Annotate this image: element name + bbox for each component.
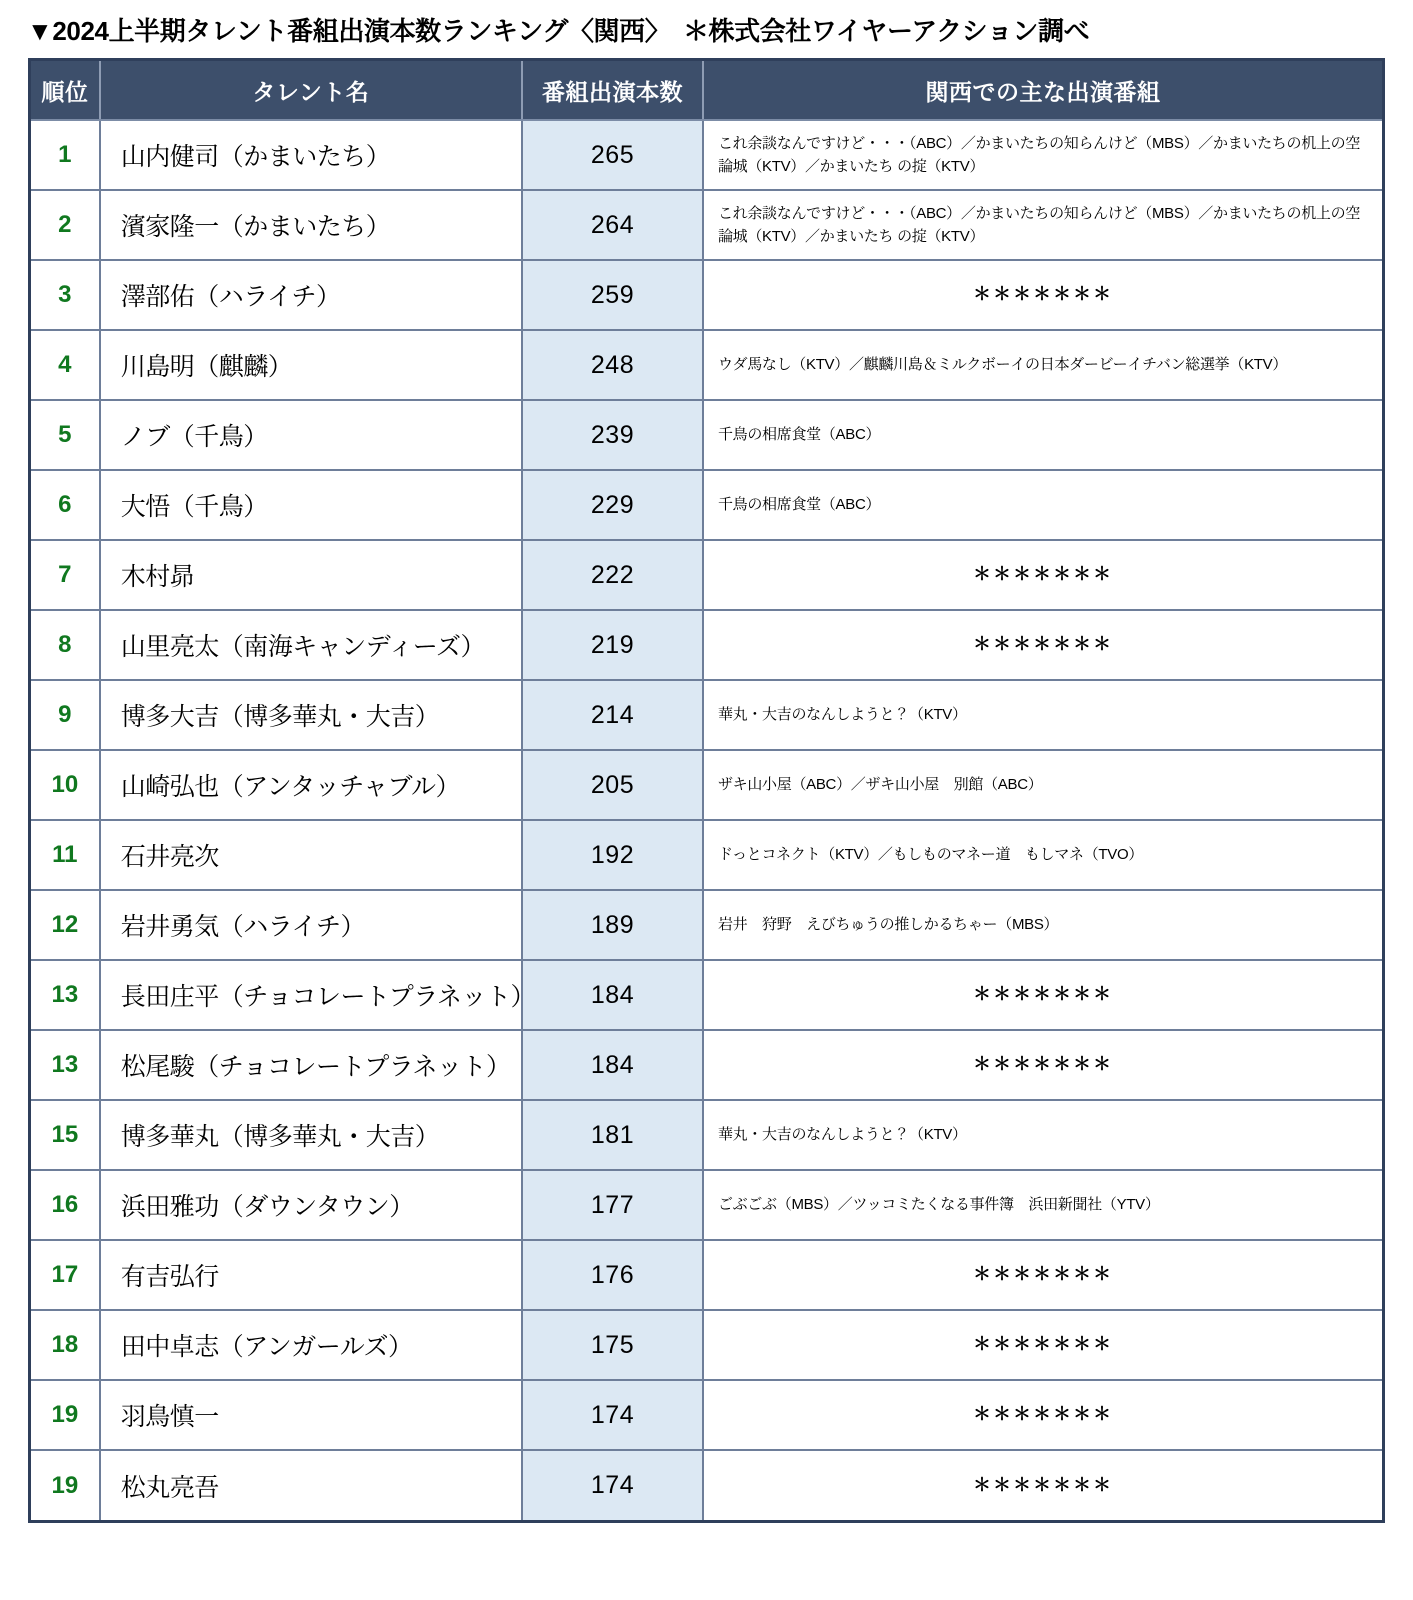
rank-cell: 19: [31, 1380, 100, 1450]
rank-cell: 2: [31, 190, 100, 260]
rank-cell: 4: [31, 330, 100, 400]
ranking-table-frame: [28, 58, 1385, 1523]
programs-cell: 岩井 狩野 えびちゅうの推しかるちゃー（MBS）: [703, 890, 1382, 960]
rank-cell: 13: [31, 960, 100, 1030]
appearance-count-cell: 222: [522, 540, 703, 610]
appearance-count-cell: 192: [522, 820, 703, 890]
talent-name-cell: 博多大吉（博多華丸・大吉）: [100, 680, 522, 750]
talent-name-cell: 岩井勇気（ハライチ）: [100, 890, 522, 960]
rank-cell: 13: [31, 1030, 100, 1100]
programs-cell-masked: ＊＊＊＊＊＊＊: [703, 1240, 1382, 1310]
appearance-count-cell: 264: [522, 190, 703, 260]
programs-cell: これ余談なんですけど・・・（ABC）／かまいたちの知らんけど（MBS）／かまいたちの机上の空論城（KTV）／かまいたち の掟（KTV）: [703, 190, 1382, 260]
rank-cell: 1: [31, 120, 100, 190]
talent-name-cell: 大悟（千鳥）: [100, 470, 522, 540]
table-row: [31, 890, 1382, 960]
programs-cell-masked: ＊＊＊＊＊＊＊: [703, 960, 1382, 1030]
rank-cell: 19: [31, 1450, 100, 1520]
talent-name-cell: 羽鳥慎一: [100, 1380, 522, 1450]
rank-cell: 16: [31, 1170, 100, 1240]
table-row: [31, 400, 1382, 470]
programs-cell: ウダ馬なし（KTV）／麒麟川島＆ミルクボーイの日本ダービーイチバン総選挙（KTV）: [703, 330, 1382, 400]
rank-cell: 5: [31, 400, 100, 470]
column-header-name: タレント名: [100, 61, 522, 120]
table-row: [31, 330, 1382, 400]
talent-name-cell: 山内健司（かまいたち）: [100, 120, 522, 190]
table-row: [31, 1100, 1382, 1170]
appearance-count-cell: 239: [522, 400, 703, 470]
talent-name-cell: 石井亮次: [100, 820, 522, 890]
table-row: [31, 540, 1382, 610]
programs-cell: ドっとコネクト（KTV）／もしものマネー道 もしマネ（TVO）: [703, 820, 1382, 890]
table-row: [31, 1170, 1382, 1240]
programs-cell-masked: ＊＊＊＊＊＊＊: [703, 540, 1382, 610]
talent-name-cell: 濱家隆一（かまいたち）: [100, 190, 522, 260]
programs-cell: 千鳥の相席食堂（ABC）: [703, 470, 1382, 540]
talent-name-cell: 博多華丸（博多華丸・大吉）: [100, 1100, 522, 1170]
ranking-table: [31, 61, 1382, 1520]
talent-name-cell: 山里亮太（南海キャンディーズ）: [100, 610, 522, 680]
appearance-count-cell: 184: [522, 1030, 703, 1100]
appearance-count-cell: 174: [522, 1380, 703, 1450]
table-row: [31, 1450, 1382, 1520]
talent-name-cell: 浜田雅功（ダウンタウン）: [100, 1170, 522, 1240]
programs-cell-masked: ＊＊＊＊＊＊＊: [703, 1310, 1382, 1380]
rank-cell: 3: [31, 260, 100, 330]
table-row: [31, 1310, 1382, 1380]
appearance-count-cell: 259: [522, 260, 703, 330]
appearance-count-cell: 205: [522, 750, 703, 820]
programs-cell: ごぶごぶ（MBS）／ツッコミたくなる事件簿 浜田新聞社（YTV）: [703, 1170, 1382, 1240]
rank-cell: 9: [31, 680, 100, 750]
talent-name-cell: ノブ（千鳥）: [100, 400, 522, 470]
programs-cell: 千鳥の相席食堂（ABC）: [703, 400, 1382, 470]
table-row: [31, 820, 1382, 890]
appearance-count-cell: 177: [522, 1170, 703, 1240]
rank-cell: 10: [31, 750, 100, 820]
column-header-count: 番組出演本数: [522, 61, 703, 120]
appearance-count-cell: 175: [522, 1310, 703, 1380]
talent-name-cell: 田中卓志（アンガールズ）: [100, 1310, 522, 1380]
appearance-count-cell: 189: [522, 890, 703, 960]
table-row: [31, 470, 1382, 540]
programs-cell: これ余談なんですけど・・・（ABC）／かまいたちの知らんけど（MBS）／かまいたちの机上の空論城（KTV）／かまいたち の掟（KTV）: [703, 120, 1382, 190]
programs-cell-masked: ＊＊＊＊＊＊＊: [703, 1380, 1382, 1450]
programs-cell-masked: ＊＊＊＊＊＊＊: [703, 1450, 1382, 1520]
appearance-count-cell: 229: [522, 470, 703, 540]
table-row: [31, 1030, 1382, 1100]
talent-name-cell: 松尾駿（チョコレートプラネット）: [100, 1030, 522, 1100]
talent-name-cell: 長田庄平（チョコレートプラネット）: [100, 960, 522, 1030]
appearance-count-cell: 214: [522, 680, 703, 750]
talent-name-cell: 有吉弘行: [100, 1240, 522, 1310]
column-header-programs: 関西での主な出演番組: [703, 61, 1382, 120]
rank-cell: 18: [31, 1310, 100, 1380]
talent-name-cell: 木村昴: [100, 540, 522, 610]
rank-cell: 8: [31, 610, 100, 680]
table-header: [31, 61, 1382, 120]
talent-name-cell: 澤部佑（ハライチ）: [100, 260, 522, 330]
rank-cell: 7: [31, 540, 100, 610]
page-title: ▼2024上半期タレント番組出演本数ランキング〈関西〉 ＊株式会社ワイヤーアクション調べ: [27, 15, 1090, 46]
appearance-count-cell: 265: [522, 120, 703, 190]
programs-cell-masked: ＊＊＊＊＊＊＊: [703, 610, 1382, 680]
programs-cell-masked: ＊＊＊＊＊＊＊: [703, 260, 1382, 330]
appearance-count-cell: 248: [522, 330, 703, 400]
table-row: [31, 260, 1382, 330]
table-row: [31, 120, 1382, 190]
table-row: [31, 750, 1382, 820]
rank-cell: 12: [31, 890, 100, 960]
table-row: [31, 680, 1382, 750]
talent-name-cell: 川島明（麒麟）: [100, 330, 522, 400]
page-title-bar: [0, 0, 1413, 58]
rank-cell: 17: [31, 1240, 100, 1310]
appearance-count-cell: 219: [522, 610, 703, 680]
talent-name-cell: 山崎弘也（アンタッチャブル）: [100, 750, 522, 820]
programs-cell: 華丸・大吉のなんしようと？（KTV）: [703, 1100, 1382, 1170]
table-row: [31, 1380, 1382, 1450]
column-header-rank: 順位: [31, 61, 100, 120]
table-row: [31, 960, 1382, 1030]
talent-name-cell: 松丸亮吾: [100, 1450, 522, 1520]
table-header-row: [31, 61, 1382, 120]
programs-cell-masked: ＊＊＊＊＊＊＊: [703, 1030, 1382, 1100]
programs-cell: ザキ山小屋（ABC）／ザキ山小屋 別館（ABC）: [703, 750, 1382, 820]
appearance-count-cell: 174: [522, 1450, 703, 1520]
table-row: [31, 190, 1382, 260]
table-body: [31, 120, 1382, 1520]
rank-cell: 6: [31, 470, 100, 540]
appearance-count-cell: 176: [522, 1240, 703, 1310]
rank-cell: 15: [31, 1100, 100, 1170]
table-row: [31, 610, 1382, 680]
programs-cell: 華丸・大吉のなんしようと？（KTV）: [703, 680, 1382, 750]
appearance-count-cell: 181: [522, 1100, 703, 1170]
table-row: [31, 1240, 1382, 1310]
rank-cell: 11: [31, 820, 100, 890]
appearance-count-cell: 184: [522, 960, 703, 1030]
